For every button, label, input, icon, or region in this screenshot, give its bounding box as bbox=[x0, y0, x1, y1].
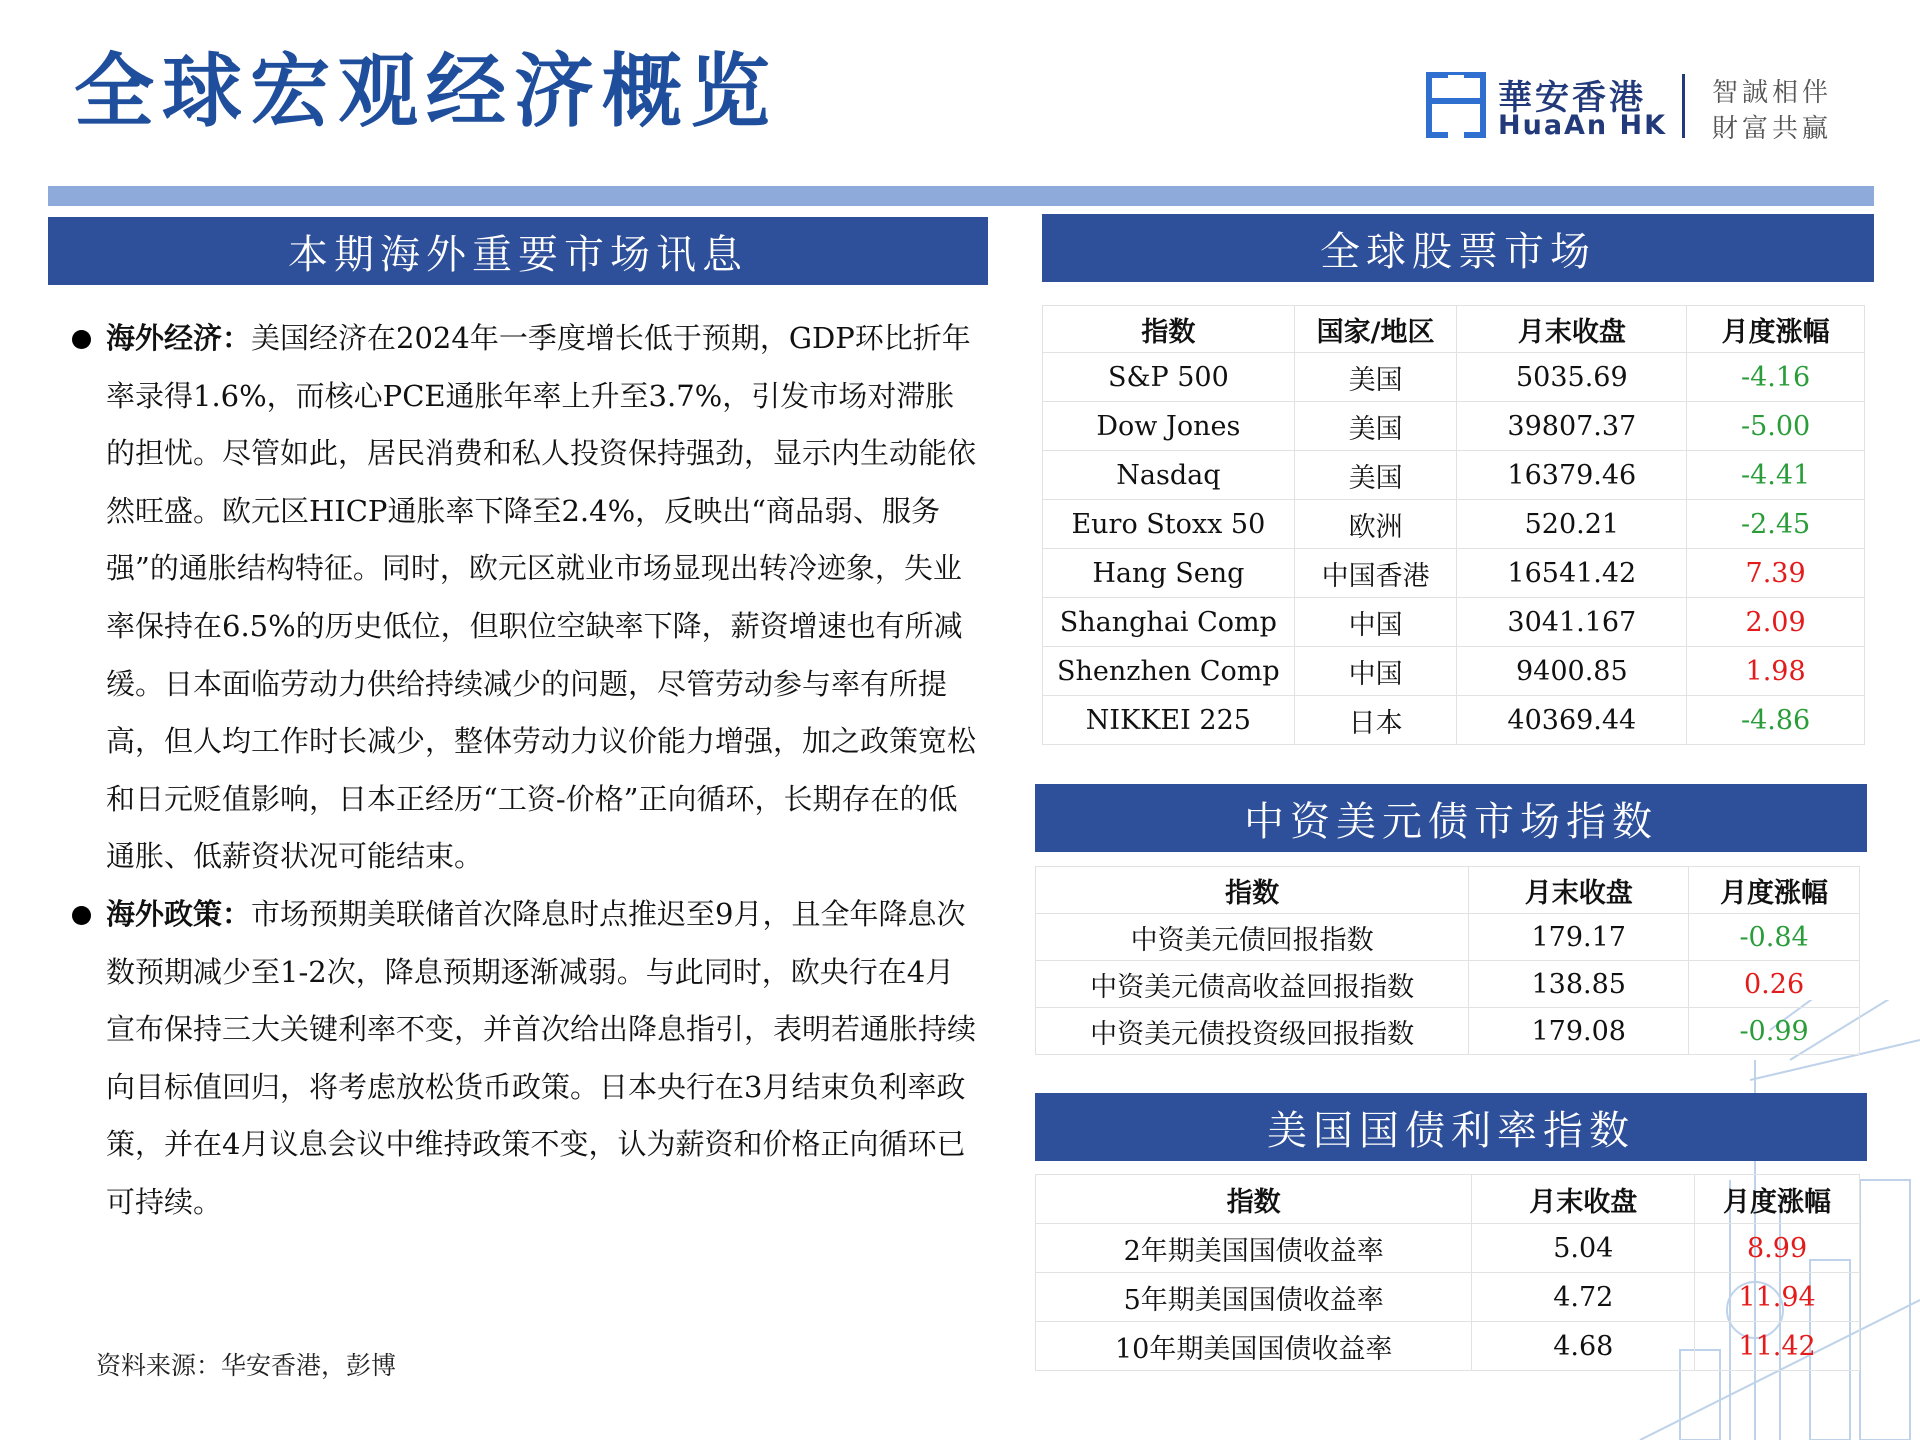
bullet-icon bbox=[72, 906, 91, 925]
table-row bbox=[1043, 353, 1865, 402]
month-end-close: 5035.69 bbox=[1457, 353, 1687, 402]
title-divider bbox=[48, 186, 1874, 206]
news-item bbox=[68, 310, 980, 886]
table-row bbox=[1043, 451, 1865, 500]
news-item-text: 市场预期美联储首次降息时点推迟至9月，且全年降息次数预期减少至1-2次，降息预期逐渐减弱。与此同时，欧央行在4月宣布保持三大关键利率不变，并首次给出降息指引，表明若通胀持续向目标值回归，将考虑放松货币政策。日本央行在3月结束负利率政策，并在4月议息会议中维持政策不变，认为薪资和价格正向循环已可持续。 bbox=[106, 896, 977, 1219]
treasury-section-header: 美国国债利率指数 bbox=[1035, 1093, 1867, 1161]
table-row bbox=[1036, 1008, 1860, 1055]
index-name: 中资美元债高收益回报指数 bbox=[1036, 961, 1469, 1008]
monthly-change: 7.39 bbox=[1687, 549, 1865, 598]
index-name: 5年期美国国债收益率 bbox=[1036, 1273, 1472, 1322]
huaan-logo-icon bbox=[1426, 72, 1486, 138]
region: 中国香港 bbox=[1294, 549, 1457, 598]
monthly-change: -4.86 bbox=[1687, 696, 1865, 745]
month-end-close: 179.17 bbox=[1469, 914, 1689, 961]
index-name: 10年期美国国债收益率 bbox=[1036, 1322, 1472, 1371]
monthly-change: 11.42 bbox=[1695, 1322, 1860, 1371]
news-item-text: 美国经济在2024年一季度增长低于预期，GDP环比折年率录得1.6%，而核心PCE通胀年率上升至3.7%，引发市场对滞胀的担忧。尽管如此，居民消费和私人投资保持强劲，显示内生动能依然旺盛。欧元区HICP通胀率下降至2.4%，反映出“商品弱、服务强”的通胀结构特征。同时，欧元区就业市场显现出转冷迹象，失业率保持在6.5%的历史低位，但职位空缺率下降，薪资增速也有所减缓。日本面临劳动力供给持续减少的问题，尽管劳动参与率有所提高，但人均工作时长减少，整体劳动力议价能力增强，加之政策宽松和日元贬值影响，日本正经历“工资-价格”正向循环，长期存在的低通胀、低薪资状况可能结束。 bbox=[106, 321, 977, 874]
treasury-table bbox=[1035, 1174, 1860, 1371]
monthly-change: 2.09 bbox=[1687, 598, 1865, 647]
index-name: 2年期美国国债收益率 bbox=[1036, 1224, 1472, 1273]
index-name: NIKKEI 225 bbox=[1043, 696, 1295, 745]
month-end-close: 16541.42 bbox=[1457, 549, 1687, 598]
monthly-change: -5.00 bbox=[1687, 402, 1865, 451]
column-header: 国家/地区 bbox=[1294, 306, 1457, 353]
table-header-row bbox=[1043, 306, 1865, 353]
column-header: 月末收盘 bbox=[1469, 867, 1689, 914]
monthly-change: -2.45 bbox=[1687, 500, 1865, 549]
table-row bbox=[1043, 549, 1865, 598]
company-logo bbox=[1426, 68, 1846, 146]
month-end-close: 4.72 bbox=[1472, 1273, 1695, 1322]
source-note: 资料来源：华安香港，彭博 bbox=[96, 1351, 397, 1380]
monthly-change: 1.98 bbox=[1687, 647, 1865, 696]
table-row bbox=[1036, 914, 1860, 961]
table-row bbox=[1043, 598, 1865, 647]
column-header: 指数 bbox=[1043, 306, 1295, 353]
region: 美国 bbox=[1294, 402, 1457, 451]
month-end-close: 16379.46 bbox=[1457, 451, 1687, 500]
page-title: 全球宏观经济概览 bbox=[74, 45, 778, 138]
index-name: Dow Jones bbox=[1043, 402, 1295, 451]
equity-section-header: 全球股票市场 bbox=[1042, 214, 1874, 282]
column-header: 月度涨幅 bbox=[1689, 867, 1860, 914]
monthly-change: -0.99 bbox=[1689, 1008, 1860, 1055]
index-name: Shanghai Comp bbox=[1043, 598, 1295, 647]
table-header-row bbox=[1036, 1175, 1860, 1224]
month-end-close: 179.08 bbox=[1469, 1008, 1689, 1055]
month-end-close: 39807.37 bbox=[1457, 402, 1687, 451]
column-header: 指数 bbox=[1036, 867, 1469, 914]
region: 中国 bbox=[1294, 598, 1457, 647]
monthly-change: -4.16 bbox=[1687, 353, 1865, 402]
bullet-icon bbox=[72, 330, 91, 349]
table-row bbox=[1036, 1224, 1860, 1273]
logo-name-cn: 華安香港 bbox=[1498, 78, 1646, 118]
month-end-close: 40369.44 bbox=[1457, 696, 1687, 745]
monthly-change: 8.99 bbox=[1695, 1224, 1860, 1273]
month-end-close: 4.68 bbox=[1472, 1322, 1695, 1371]
month-end-close: 3041.167 bbox=[1457, 598, 1687, 647]
region: 日本 bbox=[1294, 696, 1457, 745]
table-header-row bbox=[1036, 867, 1860, 914]
news-section-header: 本期海外重要市场讯息 bbox=[48, 217, 988, 285]
index-name: Euro Stoxx 50 bbox=[1043, 500, 1295, 549]
table-row bbox=[1043, 402, 1865, 451]
table-row bbox=[1036, 1273, 1860, 1322]
bond-table bbox=[1035, 866, 1860, 1055]
news-item-label: 海外政策： bbox=[106, 896, 252, 931]
table-row bbox=[1043, 647, 1865, 696]
month-end-close: 520.21 bbox=[1457, 500, 1687, 549]
monthly-change: -4.41 bbox=[1687, 451, 1865, 500]
equity-table bbox=[1042, 305, 1865, 745]
logo-separator bbox=[1682, 74, 1685, 138]
table-row bbox=[1036, 1322, 1860, 1371]
news-list bbox=[68, 310, 980, 1232]
index-name: Hang Seng bbox=[1043, 549, 1295, 598]
column-header: 月末收盘 bbox=[1457, 306, 1687, 353]
bond-section-header: 中资美元债市场指数 bbox=[1035, 784, 1867, 852]
column-header: 月度涨幅 bbox=[1695, 1175, 1860, 1224]
region: 美国 bbox=[1294, 353, 1457, 402]
index-name: S&P 500 bbox=[1043, 353, 1295, 402]
month-end-close: 5.04 bbox=[1472, 1224, 1695, 1273]
monthly-change: 11.94 bbox=[1695, 1273, 1860, 1322]
index-name: Nasdaq bbox=[1043, 451, 1295, 500]
index-name: Shenzhen Comp bbox=[1043, 647, 1295, 696]
logo-slogan-line2: 財富共贏 bbox=[1712, 114, 1833, 144]
table-row bbox=[1043, 696, 1865, 745]
monthly-change: 0.26 bbox=[1689, 961, 1860, 1008]
region: 欧洲 bbox=[1294, 500, 1457, 549]
logo-slogan-line1: 智誠相伴 bbox=[1712, 78, 1833, 108]
column-header: 月末收盘 bbox=[1472, 1175, 1695, 1224]
region: 美国 bbox=[1294, 451, 1457, 500]
table-row bbox=[1036, 961, 1860, 1008]
table-row bbox=[1043, 500, 1865, 549]
monthly-change: -0.84 bbox=[1689, 914, 1860, 961]
column-header: 月度涨幅 bbox=[1687, 306, 1865, 353]
month-end-close: 9400.85 bbox=[1457, 647, 1687, 696]
news-item bbox=[68, 886, 980, 1232]
news-item-label: 海外经济： bbox=[106, 321, 252, 355]
index-name: 中资美元债回报指数 bbox=[1036, 914, 1469, 961]
column-header: 指数 bbox=[1036, 1175, 1472, 1224]
index-name: 中资美元债投资级回报指数 bbox=[1036, 1008, 1469, 1055]
logo-name-en: HuaAn HK bbox=[1498, 110, 1668, 141]
region: 中国 bbox=[1294, 647, 1457, 696]
month-end-close: 138.85 bbox=[1469, 961, 1689, 1008]
